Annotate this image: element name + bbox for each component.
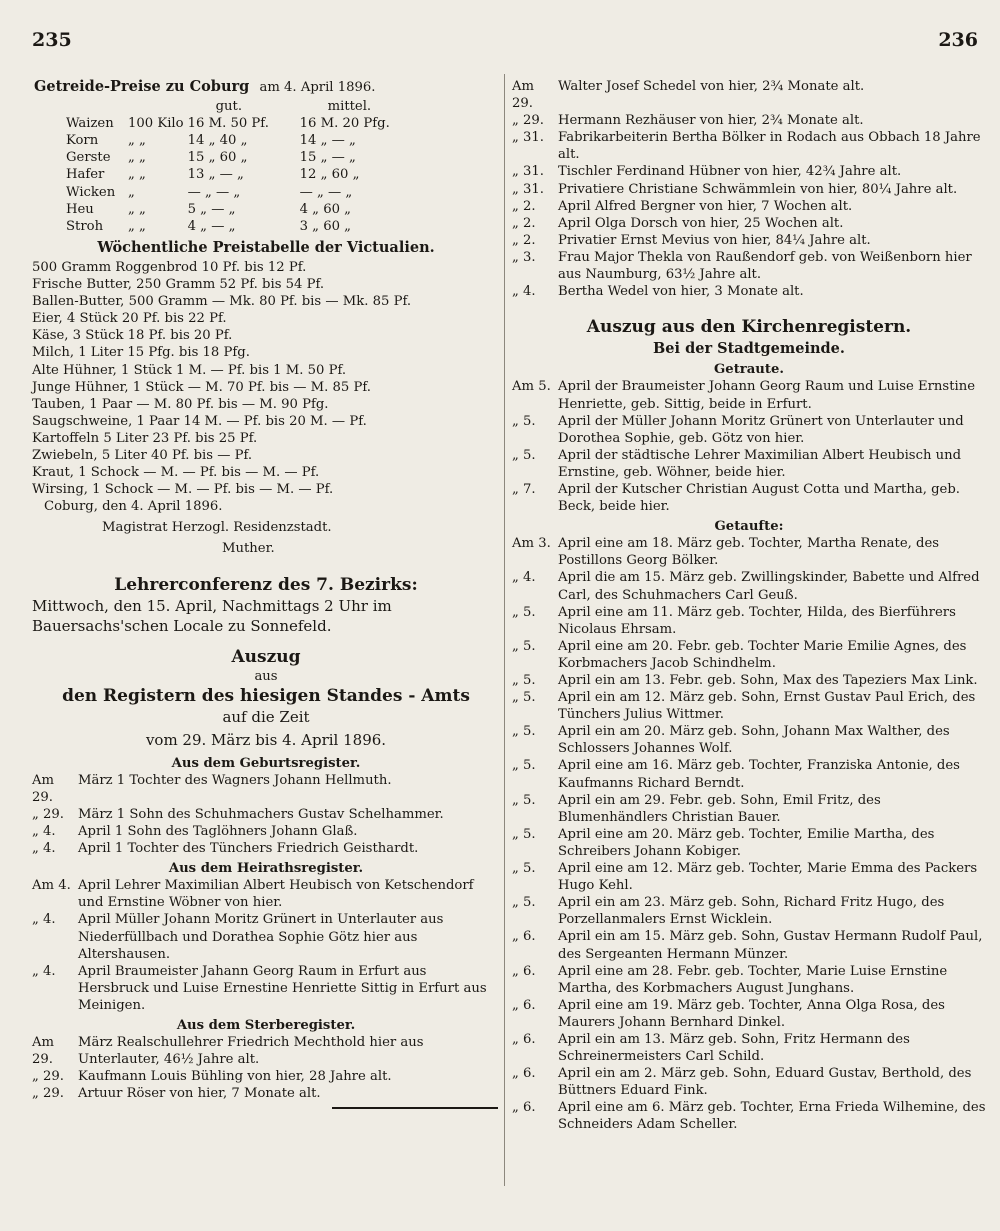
entry-text: April eine am 20. Febr. geb. Tochter Marie Emilie Agnes, des Korbmachers Jacob Schindhelm. xyxy=(558,638,967,671)
entry-date: „ 4. xyxy=(32,824,56,839)
grain-unit: 100 Kilo xyxy=(128,116,184,132)
entry-text: März Realschullehrer Friedrich Mechthold hier aus Unterlauter, 46½ Jahre alt. xyxy=(78,1035,424,1068)
victualien-place-date: Coburg, den 4. April 1896. xyxy=(44,499,223,515)
list-item xyxy=(512,481,986,515)
entry-text: Fabrikarbeiterin Bertha Bölker in Rodach aus Obbach 18 Jahre alt. xyxy=(558,130,981,163)
conference-title: Lehrerconferenz des 7. Bezirks: xyxy=(114,574,418,595)
entry-date: „ 6. xyxy=(512,929,536,945)
grain-prices-date: am 4. April 1896. xyxy=(259,80,376,95)
grain-gut: 5 „ — „ xyxy=(187,201,236,217)
entry-text: April der städtische Lehrer Maximilian Albert Heubisch und Ernstine, geb. Wöhner, beide hier. xyxy=(558,447,962,480)
entry-text: Bertha Wedel von hier, 3 Monate alt. xyxy=(558,284,804,300)
entry-date: „ 5. xyxy=(512,895,536,911)
entry-date: Am 29. xyxy=(32,1035,55,1068)
entry-text: April Braumeister Jahann Georg Raum in Erfurt aus Hersbruck und Luise Ernestine Henriette Sittig in Erfurt aus Meinigen. xyxy=(78,963,487,1013)
sterbe-title: Aus dem Sterberegister. xyxy=(176,1018,356,1034)
entry-text: Privatiere Christiane Schwämmlein von hier, 80¼ Jahre alt. xyxy=(558,181,958,197)
entry-text: April ein am 13. März geb. Sohn, Fritz Hermann des Schreinermeisters Carl Schild. xyxy=(558,1031,910,1065)
grain-gut: 16 M. 50 Pf. xyxy=(187,116,269,132)
entry-text: März 1 Sohn des Schuhmachers Gustav Schelhammer. xyxy=(78,806,444,822)
grain-row xyxy=(66,201,394,218)
entry-text: April ein am 15. März geb. Sohn, Gustav Hermann Rudolf Paul, des Sergeanten Hermann Münzer. xyxy=(558,929,983,962)
list-item xyxy=(512,569,986,603)
list-item xyxy=(32,911,500,962)
list-item xyxy=(512,215,986,232)
entry-text: April eine am 20. März geb. Tochter, Emilie Martha, des Schreibers Johann Kobiger. xyxy=(558,826,935,859)
entry-date: Am 5. xyxy=(512,379,551,395)
grain-prices-table xyxy=(66,98,394,235)
standesamt-heading-2: aus xyxy=(254,668,278,684)
entry-text: April Alfred Bergner von hier, 7 Wochen alt. xyxy=(558,198,853,214)
grain-mittel: 3 „ 60 „ xyxy=(299,218,352,234)
grain-row xyxy=(66,166,394,183)
list-item xyxy=(512,249,986,283)
grain-name: Stroh xyxy=(66,218,104,234)
kirchen-title: Auszug aus den Kirchenregistern. xyxy=(586,317,912,338)
entry-text: April eine am 18. März geb. Tochter, Martha Renate, des Postillons Georg Bölker. xyxy=(558,536,940,569)
entry-date: „ 4. xyxy=(512,284,536,300)
entry-text: Walter Josef Schedel von hier, 2¾ Monate alt. xyxy=(558,79,865,94)
victualien-list xyxy=(32,259,500,498)
grain-unit: „ „ xyxy=(128,201,146,217)
grain-row xyxy=(66,132,394,149)
list-item xyxy=(32,806,500,823)
heiraths-title: Aus dem Heirathsregister. xyxy=(168,861,364,877)
victualien-line: Milch, 1 Liter 15 Pfg. bis 18 Pfg. xyxy=(32,345,250,361)
list-item xyxy=(32,1085,500,1102)
conference-line-2: Bauersachs'schen Locale zu Sonnefeld. xyxy=(32,616,332,635)
list-item xyxy=(512,689,986,723)
grain-gut: — „ — „ xyxy=(187,184,241,200)
grain-unit: „ „ xyxy=(128,218,146,234)
list-item xyxy=(512,604,986,638)
entry-date: „ 5. xyxy=(512,826,536,842)
entry-date: Am 3. xyxy=(512,536,551,552)
list-item xyxy=(32,823,500,840)
right-column xyxy=(512,78,986,1134)
standesamt-heading-4: auf die Zeit xyxy=(222,707,310,726)
victualien-line: Käse, 3 Stück 18 Pf. bis 20 Pf. xyxy=(32,328,233,344)
entry-date: „ 6. xyxy=(512,1066,536,1082)
list-item xyxy=(512,963,986,997)
victualien-line: Frische Butter, 250 Gramm 52 Pf. bis 54 Pf. xyxy=(32,277,325,293)
victualien-authority: Magistrat Herzogl. Residenzstadt. xyxy=(102,520,332,536)
entry-text: Kaufmann Louis Bühling von hier, 28 Jahre alt. xyxy=(78,1069,392,1085)
col-mittel: mittel. xyxy=(327,99,372,115)
col-gut: gut. xyxy=(215,99,243,115)
standesamt-heading-1: Auszug xyxy=(231,646,301,667)
entry-date: „ 5. xyxy=(512,861,536,877)
entry-date: Am 29. xyxy=(512,79,535,112)
victualien-line: Tauben, 1 Paar — M. 80 Pf. bis — M. 90 Pfg. xyxy=(32,396,329,412)
entry-date: „ 3. xyxy=(512,249,536,265)
grain-name: Gerste xyxy=(66,150,111,166)
victualien-signature: Muther. xyxy=(222,541,275,557)
entry-date: „ 4. xyxy=(512,570,536,586)
list-item xyxy=(512,198,986,215)
victualien-line: Alte Hühner, 1 Stück 1 M. — Pf. bis 1 M. 50 Pf. xyxy=(32,362,347,378)
victualien-title: Wöchentliche Preistabelle der Victualien. xyxy=(97,238,435,256)
entry-text: April ein am 29. Febr. geb. Sohn, Emil Fritz, des Blumenhändlers Christian Bauer. xyxy=(558,792,881,825)
entry-text: April die am 15. März geb. Zwillingskinder, Babette und Alfred Carl, des Schuhmachers Carl Geuß. xyxy=(558,570,980,603)
list-item xyxy=(512,78,986,112)
entry-text: April ein am 12. März geb. Sohn, Ernst Gustav Paul Erich, des Tünchers Julius Wittmer. xyxy=(558,690,976,723)
entry-date: Am 29. xyxy=(32,772,55,805)
list-item xyxy=(32,840,500,857)
grain-gut: 15 „ 60 „ xyxy=(187,150,248,166)
victualien-line: Ballen-Butter, 500 Gramm — Mk. 80 Pf. bis — Mk. 85 Pf. xyxy=(32,294,412,310)
entry-text: April eine am 11. März geb. Tochter, Hilda, des Bierführers Nicolaus Ehrsam. xyxy=(558,604,956,637)
list-item xyxy=(512,723,986,757)
entry-date: „ 6. xyxy=(512,1100,536,1116)
entry-text: April ein am 13. Febr. geb. Sohn, Max des Tapeziers Max Link. xyxy=(558,673,978,688)
list-item xyxy=(512,129,986,163)
entry-date: „ 5. xyxy=(512,690,536,706)
victualien-line: Zwiebeln, 5 Liter 40 Pf. bis — Pf. xyxy=(32,447,253,463)
entry-date: „ 31. xyxy=(512,164,544,180)
list-item xyxy=(512,860,986,894)
entry-date: „ 5. xyxy=(512,673,536,688)
entry-date: „ 5. xyxy=(512,447,536,463)
entry-text: April eine am 28. Febr. geb. Tochter, Marie Luise Ernstine Martha, des Korbmachers August Junghans. xyxy=(558,963,948,996)
grain-mittel: 14 „ — „ xyxy=(299,133,356,149)
grain-prices-heading xyxy=(34,78,500,96)
entry-text: April eine am 16. März geb. Tochter, Franziska Antonie, des Kaufmanns Richard Berndt. xyxy=(558,758,960,791)
entry-date: „ 4. xyxy=(32,912,56,928)
list-item xyxy=(32,1034,500,1068)
entry-date: „ 5. xyxy=(512,792,536,808)
page-number-right: 236 xyxy=(938,29,978,51)
grain-row xyxy=(66,115,394,132)
list-item xyxy=(512,181,986,198)
page-number-left: 235 xyxy=(32,29,72,51)
list-item xyxy=(512,163,986,180)
grain-prices-header xyxy=(66,98,394,115)
grain-row xyxy=(66,184,394,201)
grain-unit: „ „ xyxy=(128,150,146,166)
entry-text: April Lehrer Maximilian Albert Heubisch von Ketschendorf und Ernstine Wöbner von hier. xyxy=(78,878,474,911)
entry-date: „ 31. xyxy=(512,181,544,197)
entry-text: April ein am 2. März geb. Sohn, Eduard Gustav, Berthold, des Büttners Eduard Fink. xyxy=(558,1066,972,1099)
list-item xyxy=(32,963,500,1014)
victualien-line: Kartoffeln 5 Liter 23 Pf. bis 25 Pf. xyxy=(32,430,258,446)
entry-text: April der Müller Johann Moritz Grünert von Unterlauter und Dorothea Sophie, geb. Götz von hier. xyxy=(558,413,964,446)
entry-date: „ 4. xyxy=(32,963,56,979)
standesamt-heading-3: den Registern des hiesigen Standes - Amts xyxy=(62,685,470,706)
grain-unit: „ xyxy=(128,184,135,200)
entry-date: „ 29. xyxy=(32,1086,64,1102)
victualien-line: Saugschweine, 1 Paar 14 M. — Pf. bis 20 M. — Pf. xyxy=(32,413,367,429)
entry-text: Privatier Ernst Mevius von hier, 84¼ Jahre alt. xyxy=(558,232,871,248)
entry-text: April Olga Dorsch von hier, 25 Wochen alt. xyxy=(558,215,844,231)
entry-date: „ 7. xyxy=(512,481,536,497)
grain-gut: 13 „ — „ xyxy=(187,167,244,183)
list-item xyxy=(512,378,986,412)
standesamt-heading-5: vom 29. März bis 4. April 1896. xyxy=(145,730,387,749)
list-item xyxy=(512,757,986,791)
grain-mittel: 4 „ 60 „ xyxy=(299,201,352,217)
entry-text: April eine am 6. März geb. Tochter, Erna Frieda Wilhemine, des Schneiders Adam Scheller. xyxy=(558,1100,986,1133)
entry-date: Am 4. xyxy=(32,878,71,894)
grain-name: Korn xyxy=(66,133,99,149)
entry-date: „ 2. xyxy=(512,198,536,214)
list-item xyxy=(512,535,986,569)
list-item xyxy=(512,638,986,672)
grain-name: Hafer xyxy=(66,167,105,183)
entry-text: April ein am 20. März geb. Sohn, Johann Max Walther, des Schlossers Johannes Wolf. xyxy=(558,724,950,757)
entry-date: „ 5. xyxy=(512,604,536,620)
list-item xyxy=(512,894,986,928)
entry-text: Tischler Ferdinand Hübner von hier, 42¾ Jahre alt. xyxy=(558,164,902,180)
list-item xyxy=(512,283,986,300)
entry-text: April eine am 12. März geb. Tochter, Marie Emma des Packers Hugo Kehl. xyxy=(558,861,978,894)
geburts-title: Aus dem Geburtsregister. xyxy=(171,755,361,771)
grain-mittel: 12 „ 60 „ xyxy=(299,167,360,183)
grain-gut: 4 „ — „ xyxy=(187,218,236,234)
grain-gut: 14 „ 40 „ xyxy=(187,133,248,149)
entry-date: „ 29. xyxy=(512,113,544,129)
entry-text: April 1 Tochter des Tünchers Friedrich Geisthardt. xyxy=(78,841,419,857)
victualien-line: Eier, 4 Stück 20 Pf. bis 22 Pf. xyxy=(32,311,227,327)
list-item xyxy=(512,792,986,826)
entry-date: „ 29. xyxy=(32,1069,64,1085)
list-item xyxy=(512,672,986,689)
grain-name: Waizen xyxy=(66,116,114,132)
entry-date: „ 6. xyxy=(512,997,536,1013)
entry-text: April der Kutscher Christian August Cotta und Martha, geb. Beck, beide hier. xyxy=(558,481,960,515)
entry-text: April 1 Sohn des Taglöhners Johann Glaß. xyxy=(78,824,358,839)
entry-date: „ 31. xyxy=(512,130,544,146)
entry-text: April der Braumeister Johann Georg Raum und Luise Ernstine Henriette, geb. Sittig, beide in Erfurt. xyxy=(558,379,976,412)
list-item xyxy=(512,1031,986,1065)
entry-text: April ein am 23. März geb. Sohn, Richard Fritz Hugo, des Porzellanmalers Ernst Wicklein. xyxy=(558,895,945,928)
grain-name: Heu xyxy=(66,201,94,217)
grain-mittel: — „ — „ xyxy=(299,184,353,200)
getraute-title: Getraute. xyxy=(714,362,784,378)
list-item xyxy=(32,772,500,806)
list-item xyxy=(512,928,986,962)
list-item xyxy=(512,1099,986,1133)
list-item xyxy=(32,1068,500,1085)
list-item xyxy=(512,232,986,249)
entry-date: „ 5. xyxy=(512,724,536,740)
victualien-line: Wirsing, 1 Schock — M. — Pf. bis — M. — Pf. xyxy=(32,482,334,498)
entry-date: „ 5. xyxy=(512,758,536,774)
grain-unit: „ „ xyxy=(128,167,146,183)
entry-text: März 1 Tochter des Wagners Johann Hellmuth. xyxy=(78,772,392,788)
entry-text: Hermann Rezhäuser von hier, 2¾ Monate alt. xyxy=(558,113,864,129)
list-item xyxy=(512,413,986,447)
section-rule xyxy=(332,1107,498,1109)
list-item xyxy=(512,826,986,860)
entry-text: Artuur Röser von hier, 7 Monate alt. xyxy=(78,1086,321,1102)
list-item xyxy=(512,112,986,129)
victualien-line: Junge Hühner, 1 Stück — M. 70 Pf. bis — M. 85 Pf. xyxy=(32,379,371,395)
grain-name: Wicken xyxy=(66,184,116,200)
left-column xyxy=(32,78,500,1109)
entry-date: „ 6. xyxy=(512,1031,536,1047)
grain-mittel: 16 M. 20 Pfg. xyxy=(299,116,390,132)
victualien-line: 500 Gramm Roggenbrod 10 Pf. bis 12 Pf. xyxy=(32,259,307,275)
list-item xyxy=(512,447,986,481)
grain-prices-title: Getreide-Preise zu Coburg xyxy=(34,78,250,95)
grain-row xyxy=(66,218,394,235)
grain-unit: „ „ xyxy=(128,133,146,149)
entry-date: „ 29. xyxy=(32,806,64,822)
entry-text: April Müller Johann Moritz Grünert in Unterlauter aus Niederfüllbach und Dorathea Sophie Götz hier aus Altershausen. xyxy=(78,912,444,962)
grain-mittel: 15 „ — „ xyxy=(299,150,356,166)
victualien-line: Kraut, 1 Schock — M. — Pf. bis — M. — Pf. xyxy=(32,465,320,481)
column-divider xyxy=(504,74,505,1186)
entry-date: „ 2. xyxy=(512,232,536,248)
entry-text: April eine am 19. März geb. Tochter, Anna Olga Rosa, des Maurers Johann Bernhard Dinkel. xyxy=(558,997,945,1030)
entry-date: „ 4. xyxy=(32,841,56,857)
entry-date: „ 5. xyxy=(512,638,536,654)
conference-line-1: Mittwoch, den 15. April, Nachmittags 2 Uhr im xyxy=(32,596,392,615)
grain-row xyxy=(66,149,394,166)
list-item xyxy=(32,877,500,911)
kirchen-subtitle: Bei der Stadtgemeinde. xyxy=(653,340,845,358)
entry-text: Frau Major Thekla von Raußendorf geb. von Weißenborn hier aus Naumburg, 63½ Jahre alt. xyxy=(558,249,972,283)
entry-date: „ 5. xyxy=(512,413,536,429)
list-item xyxy=(512,1065,986,1099)
getaufte-title: Getaufte: xyxy=(714,519,784,535)
entry-date: „ 6. xyxy=(512,963,536,979)
list-item xyxy=(512,997,986,1031)
entry-date: „ 2. xyxy=(512,215,536,231)
